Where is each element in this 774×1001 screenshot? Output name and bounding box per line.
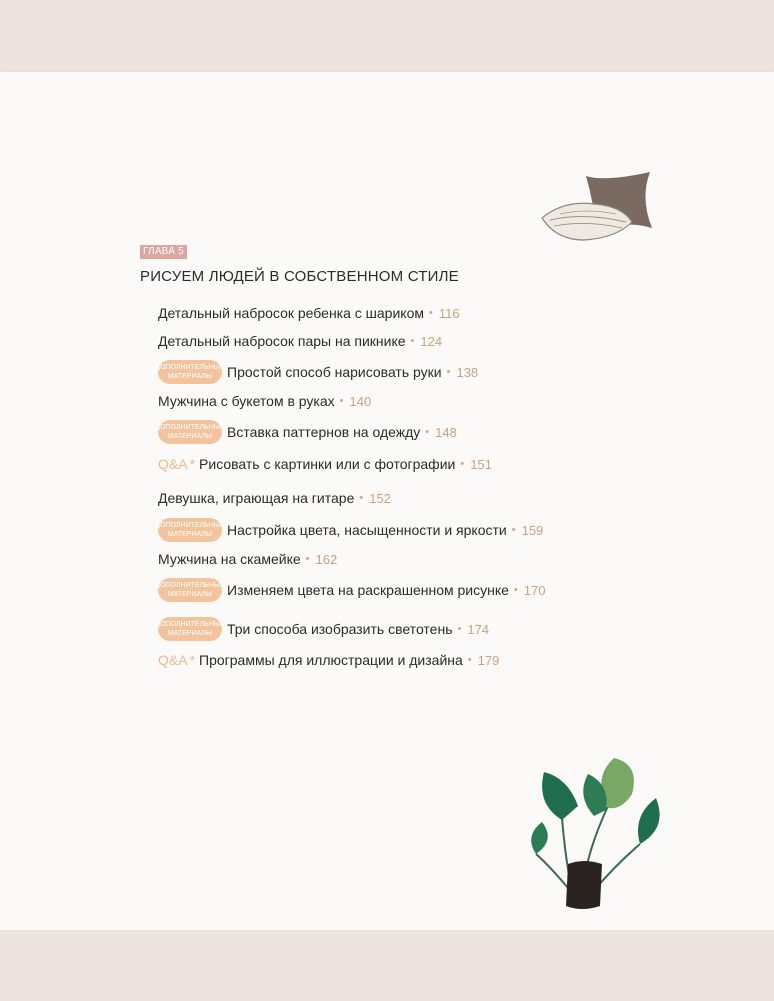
bullet-separator: • (429, 307, 433, 319)
bullet-separator: • (457, 623, 462, 635)
extra-materials-badge (155, 420, 225, 444)
badge-line-1: ДОПОЛНИТЕЛЬНЫЕ (155, 364, 225, 371)
badge-line-1: ДОПОЛНИТЕЛЬНЫЕ (155, 582, 225, 589)
extra-materials-badge (155, 578, 225, 602)
qa-star-icon: * (189, 652, 196, 668)
toc-item[interactable] (158, 456, 492, 472)
badge-line-2: МАТЕРИАЛЫ (167, 433, 213, 440)
toc-item[interactable] (155, 518, 544, 542)
qa-text: Q&A (158, 456, 188, 472)
qa-text: Q&A (158, 652, 188, 668)
toc-item[interactable] (158, 652, 499, 668)
qa-label (158, 456, 195, 472)
badge-line-2: МАТЕРИАЛЫ (167, 630, 213, 637)
toc-item[interactable] (158, 305, 460, 321)
page-number: 162 (315, 551, 338, 567)
bullet-separator: • (511, 524, 516, 536)
monstera-plant-illustration (522, 748, 670, 914)
bullet-separator: • (513, 584, 518, 596)
toc-item[interactable] (158, 551, 337, 567)
page-number: 124 (420, 333, 443, 349)
chapter-title: РИСУЕМ ЛЮДЕЙ В СОБСТВЕННОМ СТИЛЕ (140, 268, 459, 285)
badge-line-1: ДОПОЛНИТЕЛЬНЫЕ (155, 424, 225, 431)
badge-line-1: ДОПОЛНИТЕЛЬНЫЕ (155, 522, 225, 529)
toc-item[interactable] (155, 360, 479, 384)
bullet-separator: • (460, 458, 465, 470)
page-number: 159 (521, 522, 544, 538)
page-number: 170 (523, 582, 546, 598)
badge-line-2: МАТЕРИАЛЫ (167, 373, 213, 380)
toc-item-title: Настройка цвета, насыщенности и яркости (227, 522, 507, 538)
page-number: 151 (470, 456, 492, 472)
toc-item[interactable] (155, 578, 546, 602)
toc-item-title: Детальный набросок пары на пикнике (158, 333, 406, 349)
toc-item[interactable] (155, 617, 490, 641)
bullet-separator: • (305, 553, 310, 565)
page-number: 140 (349, 393, 372, 409)
extra-materials-badge (155, 617, 225, 641)
badge-line-2: МАТЕРИАЛЫ (167, 531, 213, 538)
bullet-separator: • (446, 366, 451, 378)
toc-item[interactable] (155, 420, 457, 444)
toc-item-title: Изменяем цвета на раскрашенном рисунке (227, 582, 509, 598)
toc-item-title: Три способа изобразить светотень (227, 621, 453, 637)
page-number: 148 (435, 424, 457, 440)
toc-item-title: Мужчина на скамейке (158, 551, 301, 567)
bullet-separator: • (425, 426, 430, 438)
toc-item-title: Программы для иллюстрации и дизайна (199, 652, 463, 668)
page-number: 174 (467, 621, 490, 637)
pillows-illustration (536, 168, 656, 244)
page-number: 179 (477, 652, 500, 668)
toc-item-title: Вставка паттернов на одежду (227, 424, 421, 440)
extra-materials-badge (155, 360, 225, 384)
badge-line-2: МАТЕРИАЛЫ (167, 591, 213, 598)
toc-item-title: Детальный набросок ребенка с шариком (158, 305, 424, 321)
page-number: 138 (456, 364, 479, 380)
qa-label (158, 652, 195, 668)
extra-materials-badge (155, 518, 225, 542)
toc-item[interactable] (158, 393, 371, 409)
badge-line-1: ДОПОЛНИТЕЛЬНЫЕ (155, 621, 225, 628)
bullet-separator: • (467, 654, 472, 666)
bullet-separator: • (339, 395, 344, 407)
page-number: 152 (369, 490, 391, 506)
chapter-tag: ГЛАВА 5 (140, 245, 187, 259)
bullet-separator: • (410, 335, 415, 347)
qa-star-icon: * (189, 456, 196, 472)
toc-item-title: Девушка, играющая на гитаре (158, 490, 355, 506)
toc-item-title: Мужчина с букетом в руках (158, 393, 335, 409)
toc-item[interactable] (158, 333, 442, 349)
toc-item-title: Рисовать с картинки или с фотографии (199, 456, 456, 472)
bullet-separator: • (359, 492, 364, 504)
toc-item-title: Простой способ нарисовать руки (227, 364, 442, 380)
page-number: 116 (438, 305, 460, 321)
toc-item[interactable] (158, 490, 391, 506)
